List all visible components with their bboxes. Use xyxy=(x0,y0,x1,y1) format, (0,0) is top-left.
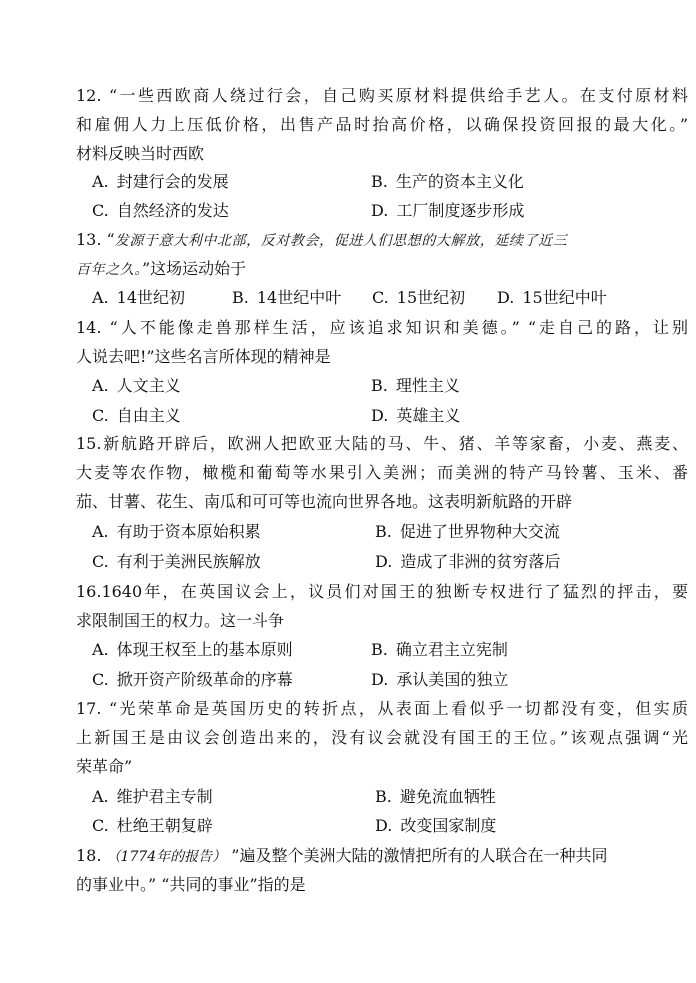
q17-option-d[interactable] xyxy=(375,814,496,838)
q17-option-d-key: D. xyxy=(375,816,393,835)
q18-stem-line-2: 的事业中。” “共同的事业”指的是 xyxy=(76,875,306,894)
q17-stem-line-2: 上新国王是由议会创造出来的，没有议会就没有国王的王位。”该观点强调“光 xyxy=(76,728,688,747)
q15-stem-line-2: 大麦等农作物，橄榄和葡萄等水果引入美洲；而美洲的特产马铃薯、玉米、番 xyxy=(76,463,688,482)
q14-option-a-text: 人文主义 xyxy=(116,376,181,395)
q16-option-d-text: 承认美国的独立 xyxy=(396,670,509,689)
q16-option-d-key: D. xyxy=(371,670,389,689)
q13-option-c-key: C. xyxy=(372,288,389,307)
q17-option-a[interactable] xyxy=(92,785,213,809)
q17-option-b-key: B. xyxy=(375,787,392,806)
q15-option-d[interactable] xyxy=(375,550,560,574)
q13-quote-text-1: 发源于意大利中北部，反对教会，促进人们思想的大解放，延续了近三 xyxy=(114,233,568,249)
q15-option-c-key: C. xyxy=(92,552,109,571)
q15-option-b[interactable] xyxy=(375,520,560,544)
q13-option-c-text: 15世纪初 xyxy=(396,288,466,307)
q13-stem-line-2 xyxy=(76,257,688,281)
q13-option-c[interactable] xyxy=(372,286,465,310)
q15-stem-line-1: 15.新航路开辟后，欧洲人把欧亚大陆的马、牛、猪、羊等家畜，小麦、燕麦、 xyxy=(76,434,688,453)
q17-option-d-text: 改变国家制度 xyxy=(400,816,497,835)
q14-option-c-key: C. xyxy=(92,406,109,425)
q13-option-b-text: 14世纪中叶 xyxy=(256,288,342,307)
q14-stem-line-2: 人说去吧!”这些名言所体现的精神是 xyxy=(76,347,331,366)
q13-stem-line-1 xyxy=(76,228,688,252)
q14-option-d-key: D. xyxy=(371,406,389,425)
q15-option-b-text: 促进了世界物种大交流 xyxy=(399,522,560,541)
q18-source: （1774年的报告） xyxy=(106,849,227,865)
q17-stem-line-1: 17. “光荣革命是英国历史的转折点，从表面上看似乎一切都没有变，但实质 xyxy=(76,699,688,718)
q12-option-c[interactable] xyxy=(92,199,229,223)
q12-option-b[interactable] xyxy=(371,170,524,194)
q13-option-d[interactable] xyxy=(497,286,607,310)
q17-option-c-text: 杜绝王朝复辟 xyxy=(116,816,213,835)
q13-option-b-key: B. xyxy=(232,288,249,307)
q16-option-a-key: A. xyxy=(92,640,109,659)
q14-option-b-key: B. xyxy=(371,376,388,395)
q14-option-a[interactable] xyxy=(92,374,181,398)
q13-number: 13. xyxy=(76,230,102,249)
q18-stem-line-1 xyxy=(76,844,688,868)
q17-option-b[interactable] xyxy=(375,785,496,809)
q12-option-c-text: 自然经济的发达 xyxy=(116,201,229,220)
q14-stem-line-1: 14. “人不能像走兽那样生活，应该追求知识和美德。” “走自己的路，让别 xyxy=(76,318,688,337)
q13-option-d-key: D. xyxy=(497,288,515,307)
q12-option-d[interactable] xyxy=(371,199,524,223)
q15-option-c-text: 有利于美洲民族解放 xyxy=(116,552,261,571)
q16-option-c-text: 掀开资产阶级革命的序幕 xyxy=(116,670,293,689)
q16-option-a-text: 体现王权至上的基本原则 xyxy=(116,640,293,659)
q15-option-a-text: 有助于资本原始积累 xyxy=(116,522,261,541)
q13-option-a-key: A. xyxy=(92,288,109,307)
q12-option-b-key: B. xyxy=(371,172,388,191)
q12-stem-line-1: 12. “一些西欧商人绕过行会，自己购买原材料提供给手艺人。在支付原材料 xyxy=(76,86,688,105)
q17-option-a-key: A. xyxy=(92,787,109,806)
q12-option-d-key: D. xyxy=(371,201,389,220)
q13-option-a[interactable] xyxy=(92,286,185,310)
q16-option-b-key: B. xyxy=(371,640,388,659)
q16-option-a[interactable] xyxy=(92,638,293,662)
q14-option-b-text: 理性主义 xyxy=(395,376,460,395)
q16-option-d[interactable] xyxy=(371,668,508,692)
q15-option-c[interactable] xyxy=(92,550,261,574)
q14-option-b[interactable] xyxy=(371,374,460,398)
q12-option-a-key: A. xyxy=(92,172,109,191)
q15-stem-line-3: 茄、甘薯、花生、南瓜和可可等也流向世界各地。这表明新航路的开辟 xyxy=(76,492,573,511)
q14-option-c-text: 自由主义 xyxy=(116,406,181,425)
q13-option-b[interactable] xyxy=(232,286,341,310)
q14-option-c[interactable] xyxy=(92,404,181,428)
q12-option-a[interactable] xyxy=(92,170,229,194)
q12-option-a-text: 封建行会的发展 xyxy=(116,172,229,191)
q12-option-c-key: C. xyxy=(92,201,109,220)
q16-option-b-text: 确立君主立宪制 xyxy=(395,640,508,659)
q13-option-d-text: 15世纪中叶 xyxy=(522,288,607,307)
q18-stem-rest: ”遍及整个美洲大陆的激情把所有的人联合在一种共同 xyxy=(231,846,608,865)
q18-number: 18. xyxy=(76,846,102,865)
q15-option-d-key: D. xyxy=(375,552,393,571)
q16-stem-line-2: 求限制国王的权力。这一斗争 xyxy=(76,611,285,630)
q14-option-d-text: 英雄主义 xyxy=(396,406,461,425)
q17-option-c[interactable] xyxy=(92,814,213,838)
q17-option-b-text: 避免流血牺牲 xyxy=(399,787,496,806)
q13-quote-text-2: 百年之久。 xyxy=(76,262,142,278)
q13-open-quote: “ xyxy=(106,230,115,249)
q15-option-a-key: A. xyxy=(92,522,109,541)
q12-option-d-text: 工厂制度逐步形成 xyxy=(396,201,525,220)
q13-option-a-text: 14世纪初 xyxy=(116,288,186,307)
q17-stem-line-3: 荣革命” xyxy=(76,757,133,776)
q16-option-b[interactable] xyxy=(371,638,508,662)
q12-option-b-text: 生产的资本主义化 xyxy=(395,172,524,191)
q17-option-c-key: C. xyxy=(92,816,109,835)
q12-stem-line-3: 材料反映当时西欧 xyxy=(76,144,205,163)
q16-option-c[interactable] xyxy=(92,668,293,692)
q14-option-d[interactable] xyxy=(371,404,460,428)
q15-option-a[interactable] xyxy=(92,520,261,544)
q17-option-a-text: 维护君主专制 xyxy=(116,787,213,806)
q16-stem-line-1: 16.1640年，在英国议会上，议员们对国王的独断专权进行了猛烈的抨击，要 xyxy=(76,582,688,601)
q14-option-a-key: A. xyxy=(92,376,109,395)
q15-option-d-text: 造成了非洲的贫穷落后 xyxy=(400,552,561,571)
q13-stem-tail: ”这场运动始于 xyxy=(142,259,247,278)
q16-option-c-key: C. xyxy=(92,670,109,689)
q15-option-b-key: B. xyxy=(375,522,392,541)
q12-stem-line-2: 和雇佣人力上压低价格，出售产品时抬高价格，以确保投资回报的最大化。” xyxy=(76,115,688,134)
